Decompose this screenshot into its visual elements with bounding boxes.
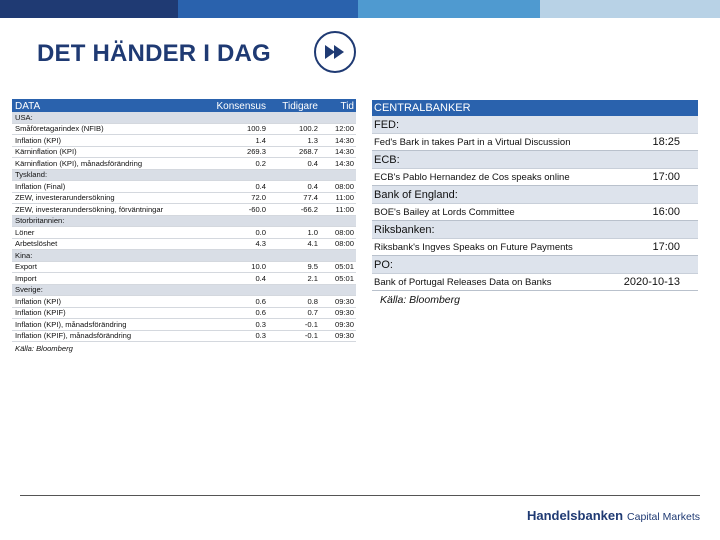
consensus-value: 0.0	[255, 227, 266, 237]
bank-event-time: 17:00	[652, 241, 680, 253]
previous-value: -66.2	[300, 204, 318, 214]
section-row	[12, 170, 356, 182]
consensus-value: 0.3	[255, 319, 266, 329]
top-bar-segment-2	[178, 0, 358, 18]
table-row	[12, 239, 356, 251]
table-row	[12, 262, 356, 274]
bank-event-row	[372, 239, 698, 256]
consensus-value: 0.4	[255, 273, 266, 283]
time-value: 09:30	[334, 308, 354, 318]
top-bar-segment-4	[540, 0, 720, 18]
previous-value: 77.4	[303, 193, 318, 203]
section-row	[12, 250, 356, 262]
time-value: 14:30	[334, 147, 354, 157]
fast-forward-icon[interactable]	[314, 31, 356, 73]
table-row	[12, 204, 356, 216]
indicator-name: Löner	[15, 227, 35, 237]
indicator-name: Inflation (KPI)	[15, 135, 62, 145]
central-banks-body	[372, 116, 698, 291]
bank-event-time: 16:00	[652, 206, 680, 218]
page-title: DET HÄNDER I DAG	[37, 40, 271, 67]
previous-value: 0.8	[307, 296, 318, 306]
consensus-value: 0.6	[255, 296, 266, 306]
footer-divider	[20, 495, 700, 496]
top-color-bar	[0, 0, 720, 18]
bank-event-row	[372, 134, 698, 151]
bank-event-row	[372, 169, 698, 186]
consensus-value: 72.0	[251, 193, 266, 203]
table-row	[12, 296, 356, 308]
previous-value: 0.7	[307, 308, 318, 318]
time-value: 08:00	[334, 181, 354, 191]
previous-value: 9.5	[307, 262, 318, 272]
time-value: 14:30	[334, 158, 354, 168]
consensus-value: 10.0	[251, 262, 266, 272]
bank-event: BOE's Bailey at Lords Committee	[374, 206, 515, 218]
bank-event: Fed's Bark in takes Part in a Virtual Discussion	[374, 136, 571, 148]
time-value: 12:00	[334, 124, 354, 134]
table-row	[12, 308, 356, 320]
data-table-body	[12, 112, 356, 342]
indicator-name: Inflation (Final)	[15, 181, 66, 191]
bank-section-label: FED:	[372, 116, 698, 134]
header-consensus: Konsensus	[216, 101, 266, 112]
indicator-name: ZEW, investerarundersökning	[15, 193, 115, 203]
previous-value: 268.7	[298, 147, 318, 157]
bank-section-label: Riksbanken:	[372, 221, 698, 239]
table-row	[12, 124, 356, 136]
central-banks-source: Källa: Bloomberg	[380, 294, 460, 306]
section-label: Tyskland:	[15, 170, 48, 180]
data-table	[12, 99, 356, 353]
previous-value: 1.3	[307, 135, 318, 145]
table-row	[12, 273, 356, 285]
consensus-value: 0.2	[255, 158, 266, 168]
indicator-name: Import	[15, 273, 37, 283]
consensus-value: 0.4	[255, 181, 266, 191]
consensus-value: 0.6	[255, 308, 266, 318]
consensus-value: -60.0	[248, 204, 266, 214]
section-label: Kina:	[15, 250, 33, 260]
time-value: 09:30	[334, 296, 354, 306]
consensus-value: 0.3	[255, 331, 266, 341]
indicator-name: Export	[15, 262, 37, 272]
time-value: 11:00	[335, 193, 354, 203]
section-label: USA:	[15, 112, 33, 122]
time-value: 11:00	[335, 204, 354, 214]
section-label: Sverige:	[15, 285, 43, 295]
table-row	[12, 227, 356, 239]
consensus-value: 269.3	[246, 147, 266, 157]
top-bar-segment-3	[358, 0, 540, 18]
bank-event-time: 2020-10-13	[623, 276, 680, 288]
time-value: 05:01	[334, 262, 354, 272]
brand-logo	[527, 508, 700, 523]
data-table-header	[12, 99, 356, 112]
consensus-value: 100.9	[246, 124, 266, 134]
central-banks-table	[372, 100, 698, 306]
previous-value: 0.4	[307, 181, 318, 191]
bank-section-label: PO:	[372, 256, 698, 274]
bank-event-row	[372, 274, 698, 291]
bank-event: Riksbank's Ingves Speaks on Future Payments	[374, 241, 573, 253]
time-value: 08:00	[334, 227, 354, 237]
bank-event: ECB's Pablo Hernandez de Cos speaks online	[374, 171, 570, 183]
central-banks-header: CENTRALBANKER	[372, 100, 698, 116]
table-row	[12, 135, 356, 147]
bank-section-label: Bank of England:	[372, 186, 698, 204]
indicator-name: Inflation (KPI), månadsförändring	[15, 319, 127, 329]
previous-value: -0.1	[304, 319, 318, 329]
header-previous: Tidigare	[282, 101, 318, 112]
data-source: Källa: Bloomberg	[15, 344, 73, 353]
indicator-name: Inflation (KPIF)	[15, 308, 66, 318]
bank-section-label: ECB:	[372, 151, 698, 169]
indicator-name: Inflation (KPI)	[15, 296, 62, 306]
time-value: 09:30	[334, 319, 354, 329]
previous-value: 0.4	[307, 158, 318, 168]
consensus-value: 1.4	[255, 135, 266, 145]
bank-event: Bank of Portugal Releases Data on Banks	[374, 276, 552, 288]
bank-event-time: 18:25	[652, 136, 680, 148]
table-row	[12, 147, 356, 159]
top-bar-segment-1	[0, 0, 178, 18]
previous-value: 2.1	[307, 273, 318, 283]
header-data: DATA	[15, 101, 41, 112]
header-time: Tid	[340, 101, 354, 112]
table-row	[12, 193, 356, 205]
section-row	[12, 285, 356, 297]
brand-subtitle: Capital Markets	[627, 511, 700, 523]
indicator-name: Arbetslöshet	[15, 239, 58, 249]
time-value: 05:01	[334, 273, 354, 283]
previous-value: -0.1	[304, 331, 318, 341]
table-row	[12, 158, 356, 170]
consensus-value: 4.3	[255, 239, 266, 249]
section-row	[12, 216, 356, 228]
time-value: 09:30	[334, 331, 354, 341]
indicator-name: Inflation (KPIF), månadsförändring	[15, 331, 132, 341]
previous-value: 100.2	[298, 124, 318, 134]
time-value: 08:00	[334, 239, 354, 249]
indicator-name: ZEW, investerarundersökning, förväntningar	[15, 204, 164, 214]
indicator-name: Kärninflation (KPI)	[15, 147, 77, 157]
table-row	[12, 319, 356, 331]
table-row	[12, 331, 356, 343]
bank-event-row	[372, 204, 698, 221]
time-value: 14:30	[334, 135, 354, 145]
previous-value: 4.1	[307, 239, 318, 249]
indicator-name: Kärninflation (KPI), månadsförändring	[15, 158, 143, 168]
section-row	[12, 112, 356, 124]
bank-event-time: 17:00	[652, 171, 680, 183]
section-label: Storbritannien:	[15, 216, 65, 226]
table-row	[12, 181, 356, 193]
previous-value: 1.0	[307, 227, 318, 237]
brand-name: Handelsbanken	[526, 508, 624, 523]
indicator-name: Småföretagarindex (NFIB)	[15, 124, 104, 134]
